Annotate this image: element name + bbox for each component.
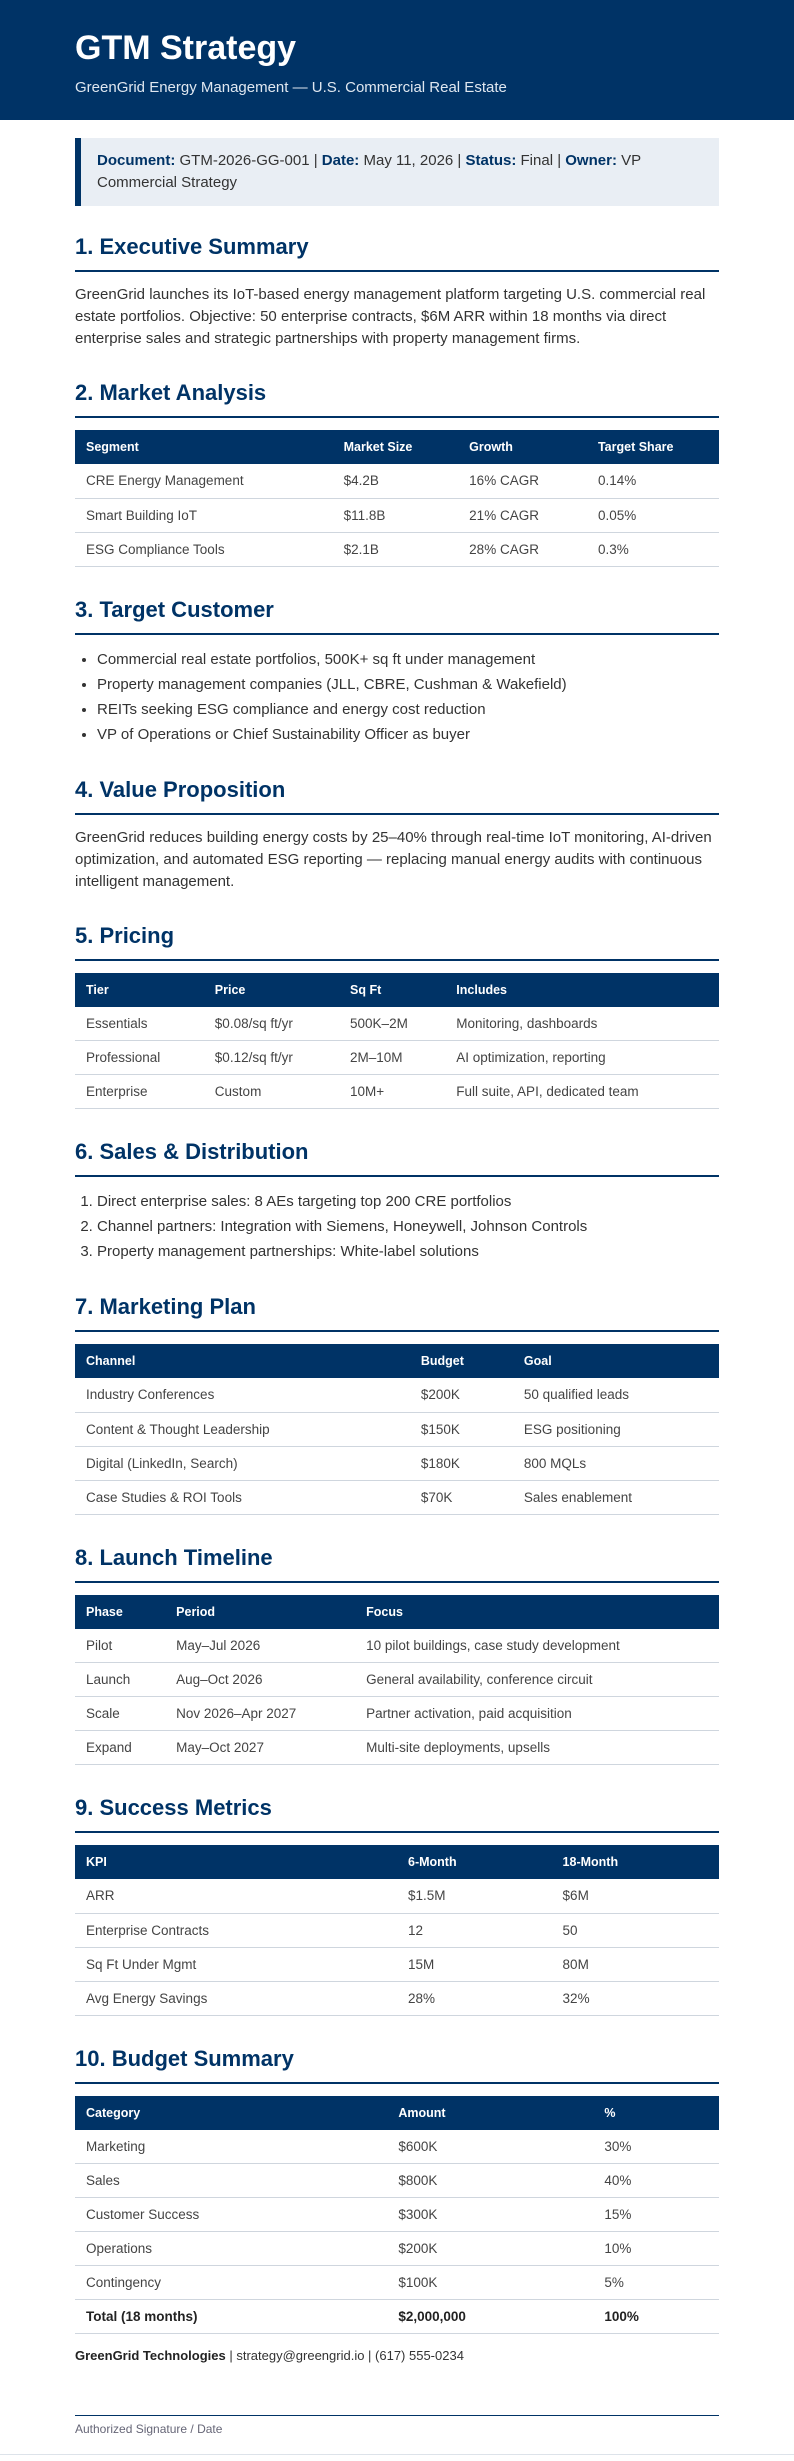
column-header: Budget xyxy=(410,1344,513,1378)
table-cell: 28% xyxy=(397,1981,552,2015)
target-customer-list xyxy=(75,647,719,747)
table-row xyxy=(75,1446,719,1480)
table-cell: $1.5M xyxy=(397,1879,552,1913)
meta-document-value: GTM-2026-GG-001 xyxy=(179,152,310,169)
table-cell: May–Jul 2026 xyxy=(165,1629,355,1663)
marketing-plan-table xyxy=(75,1344,719,1515)
table-cell: Nov 2026–Apr 2027 xyxy=(165,1697,355,1731)
executive-summary-text: GreenGrid launches its IoT-based energy management platform targeting U.S. commercial real estate portfolios. Objective: 50 enterprise contracts, $6M ARR within 18 months via direct enterprise sales and strategic partnerships with property management firms. xyxy=(75,286,706,347)
column-header: Includes xyxy=(445,973,719,1007)
value-proposition-text: GreenGrid reduces building energy costs by 25–40% through real-time IoT monitoring, AI-driven optimization, and automated ESG reporting — replacing manual energy audits with continuous intelligent management. xyxy=(75,828,712,890)
table-row xyxy=(75,2130,719,2164)
column-header: Channel xyxy=(75,1344,410,1378)
table-cell: $0.12/sq ft/yr xyxy=(204,1041,339,1075)
section-title: 5. Pricing xyxy=(75,923,719,961)
table-cell: $2,000,000 xyxy=(387,2300,593,2334)
table-cell: Smart Building IoT xyxy=(75,498,333,532)
column-header: 18-Month xyxy=(552,1845,719,1879)
table-cell: ESG Compliance Tools xyxy=(75,532,333,566)
column-header: % xyxy=(593,2096,719,2130)
table-cell: 5% xyxy=(593,2266,719,2300)
table-cell: 0.3% xyxy=(587,532,719,566)
table-cell: 32% xyxy=(552,1981,719,2015)
table-cell: 40% xyxy=(593,2164,719,2198)
section-title: 7. Marketing Plan xyxy=(75,1294,719,1332)
table-cell: 500K–2M xyxy=(339,1007,445,1041)
column-header: Target Share xyxy=(587,430,719,464)
table-row xyxy=(75,1480,719,1514)
column-header: Phase xyxy=(75,1595,165,1629)
table-cell: Sq Ft Under Mgmt xyxy=(75,1947,397,1981)
table-cell: 30% xyxy=(593,2130,719,2164)
meta-status-value: Final xyxy=(520,152,554,169)
column-header: Segment xyxy=(75,430,333,464)
table-cell: Essentials xyxy=(75,1007,204,1041)
section-title: 10. Budget Summary xyxy=(75,2046,719,2084)
table-cell: Full suite, API, dedicated team xyxy=(445,1075,719,1109)
section-title: 9. Success Metrics xyxy=(75,1795,719,1833)
page-subtitle: GreenGrid Energy Management — U.S. Commercial Real Estate xyxy=(75,79,507,96)
signature-line xyxy=(75,2415,719,2436)
table-cell: Sales enablement xyxy=(513,1480,719,1514)
executive-summary-section xyxy=(75,234,719,350)
table-cell: Pilot xyxy=(75,1629,165,1663)
list-item: 3. Property management partnerships: White-label solutions xyxy=(97,1239,719,1264)
list-item: • Property management companies (JLL, CBRE, Cushman & Wakefield) xyxy=(97,672,719,697)
section-title: 2. Market Analysis xyxy=(75,380,719,418)
table-cell: Contingency xyxy=(75,2266,387,2300)
column-header: Market Size xyxy=(333,430,459,464)
table-row xyxy=(75,498,719,532)
market-analysis-section xyxy=(75,380,719,567)
table-cell: $150K xyxy=(410,1412,513,1446)
launch-timeline-section xyxy=(75,1545,719,1766)
table-cell: Custom xyxy=(204,1075,339,1109)
column-header: Tier xyxy=(75,973,204,1007)
column-header: Sq Ft xyxy=(339,973,445,1007)
section-title: 1. Executive Summary xyxy=(75,234,719,272)
table-cell: $600K xyxy=(387,2130,593,2164)
column-header: Price xyxy=(204,973,339,1007)
pricing-table xyxy=(75,973,719,1110)
document-meta-box xyxy=(75,138,719,206)
table-cell: ARR xyxy=(75,1879,397,1913)
table-cell: 2M–10M xyxy=(339,1041,445,1075)
table-header-row xyxy=(75,430,719,464)
page-bottom-divider xyxy=(0,2454,794,2455)
table-cell: Digital (LinkedIn, Search) xyxy=(75,1446,410,1480)
signature-label: Authorized Signature / Date xyxy=(75,2422,223,2436)
meta-date-label: Date: xyxy=(321,152,360,169)
budget-summary-section xyxy=(75,2046,719,2335)
table-cell: 10 pilot buildings, case study development xyxy=(355,1629,719,1663)
table-cell: Aug–Oct 2026 xyxy=(165,1663,355,1697)
table-cell: 100% xyxy=(593,2300,719,2334)
table-cell: Avg Energy Savings xyxy=(75,1981,397,2015)
table-row xyxy=(75,1947,719,1981)
table-cell: $200K xyxy=(410,1378,513,1412)
table-cell: $11.8B xyxy=(333,498,459,532)
market-analysis-table xyxy=(75,430,719,567)
table-cell: Launch xyxy=(75,1663,165,1697)
table-cell: 50 qualified leads xyxy=(513,1378,719,1412)
table-cell: Case Studies & ROI Tools xyxy=(75,1480,410,1514)
list-item: • Commercial real estate portfolios, 500K+ sq ft under management xyxy=(97,647,719,672)
table-row xyxy=(75,532,719,566)
column-header: KPI xyxy=(75,1845,397,1879)
value-proposition-section xyxy=(75,777,719,893)
table-cell: Content & Thought Leadership xyxy=(75,1412,410,1446)
table-cell: $100K xyxy=(387,2266,593,2300)
table-cell: $300K xyxy=(387,2198,593,2232)
table-cell: $800K xyxy=(387,2164,593,2198)
table-cell: 12 xyxy=(397,1913,552,1947)
sales-distribution-list xyxy=(75,1189,719,1264)
table-total-row xyxy=(75,2300,719,2334)
table-cell: 10M+ xyxy=(339,1075,445,1109)
table-cell: ESG positioning xyxy=(513,1412,719,1446)
footer-company: GreenGrid Technologies xyxy=(75,2348,226,2363)
table-cell: 80M xyxy=(552,1947,719,1981)
table-cell: Multi-site deployments, upsells xyxy=(355,1731,719,1765)
table-cell: Scale xyxy=(75,1697,165,1731)
target-customer-section xyxy=(75,597,719,747)
column-header: Growth xyxy=(458,430,587,464)
table-row xyxy=(75,1007,719,1041)
table-cell: AI optimization, reporting xyxy=(445,1041,719,1075)
table-header-row xyxy=(75,1845,719,1879)
footer-contact: | strategy@greengrid.io | (617) 555-0234 xyxy=(225,2348,464,2363)
table-row xyxy=(75,2232,719,2266)
budget-summary-table xyxy=(75,2096,719,2335)
marketing-plan-section xyxy=(75,1294,719,1515)
table-row xyxy=(75,2266,719,2300)
table-cell: CRE Energy Management xyxy=(75,464,333,498)
page-header xyxy=(0,0,794,120)
table-row xyxy=(75,1913,719,1947)
meta-document-label: Document: xyxy=(97,152,176,169)
table-cell: Expand xyxy=(75,1731,165,1765)
document-body xyxy=(0,120,794,2436)
table-cell: 800 MQLs xyxy=(513,1446,719,1480)
table-cell: $4.2B xyxy=(333,464,459,498)
table-cell: May–Oct 2027 xyxy=(165,1731,355,1765)
section-title: 6. Sales & Distribution xyxy=(75,1139,719,1177)
table-cell: 15% xyxy=(593,2198,719,2232)
meta-date-value: May 11, 2026 xyxy=(363,152,454,169)
pricing-section xyxy=(75,923,719,1110)
table-cell: $70K xyxy=(410,1480,513,1514)
sales-distribution-section xyxy=(75,1139,719,1264)
document-footer xyxy=(75,2348,719,2363)
table-cell: 28% CAGR xyxy=(458,532,587,566)
table-header-row xyxy=(75,1344,719,1378)
table-cell: 0.14% xyxy=(587,464,719,498)
table-cell: Partner activation, paid acquisition xyxy=(355,1697,719,1731)
table-cell: Professional xyxy=(75,1041,204,1075)
table-row xyxy=(75,2198,719,2232)
list-item: • REITs seeking ESG compliance and energy cost reduction xyxy=(97,697,719,722)
table-row xyxy=(75,1731,719,1765)
column-header: Category xyxy=(75,2096,387,2130)
section-title: 4. Value Proposition xyxy=(75,777,719,815)
meta-owner-value: VP Commercial Strategy xyxy=(97,152,641,191)
meta-owner-label: Owner: xyxy=(565,152,617,169)
table-cell: Industry Conferences xyxy=(75,1378,410,1412)
column-header: Focus xyxy=(355,1595,719,1629)
page-title: GTM Strategy xyxy=(75,29,297,67)
table-cell: 15M xyxy=(397,1947,552,1981)
meta-separator: | xyxy=(453,152,466,169)
column-header: Amount xyxy=(387,2096,593,2130)
table-cell: 16% CAGR xyxy=(458,464,587,498)
table-cell: 0.05% xyxy=(587,498,719,532)
section-title: 8. Launch Timeline xyxy=(75,1545,719,1583)
table-header-row xyxy=(75,2096,719,2130)
table-cell: Enterprise xyxy=(75,1075,204,1109)
meta-separator: | xyxy=(309,152,322,169)
list-item: • VP of Operations or Chief Sustainability Officer as buyer xyxy=(97,722,719,747)
table-cell: 10% xyxy=(593,2232,719,2266)
table-header-row xyxy=(75,973,719,1007)
meta-separator: | xyxy=(553,152,566,169)
table-row xyxy=(75,1412,719,1446)
table-row xyxy=(75,1981,719,2015)
table-cell: 21% CAGR xyxy=(458,498,587,532)
column-header: 6-Month xyxy=(397,1845,552,1879)
table-cell: Operations xyxy=(75,2232,387,2266)
table-cell: Total (18 months) xyxy=(75,2300,387,2334)
table-cell: Monitoring, dashboards xyxy=(445,1007,719,1041)
table-cell: $180K xyxy=(410,1446,513,1480)
table-row xyxy=(75,1378,719,1412)
table-row xyxy=(75,1041,719,1075)
table-row xyxy=(75,2164,719,2198)
table-row xyxy=(75,1663,719,1697)
table-row xyxy=(75,1879,719,1913)
table-cell: $6M xyxy=(552,1879,719,1913)
table-cell: Sales xyxy=(75,2164,387,2198)
table-cell: Marketing xyxy=(75,2130,387,2164)
list-item: 2. Channel partners: Integration with Siemens, Honeywell, Johnson Controls xyxy=(97,1214,719,1239)
table-row xyxy=(75,1629,719,1663)
column-header: Period xyxy=(165,1595,355,1629)
table-row xyxy=(75,1075,719,1109)
success-metrics-section xyxy=(75,1795,719,2016)
table-cell: Customer Success xyxy=(75,2198,387,2232)
table-row xyxy=(75,1697,719,1731)
table-cell: $200K xyxy=(387,2232,593,2266)
list-item: 1. Direct enterprise sales: 8 AEs targeting top 200 CRE portfolios xyxy=(97,1189,719,1214)
success-metrics-table xyxy=(75,1845,719,2016)
table-cell: $0.08/sq ft/yr xyxy=(204,1007,339,1041)
launch-timeline-table xyxy=(75,1595,719,1766)
section-title: 3. Target Customer xyxy=(75,597,719,635)
table-cell: General availability, conference circuit xyxy=(355,1663,719,1697)
table-cell: $2.1B xyxy=(333,532,459,566)
column-header: Goal xyxy=(513,1344,719,1378)
table-row xyxy=(75,464,719,498)
table-cell: Enterprise Contracts xyxy=(75,1913,397,1947)
table-header-row xyxy=(75,1595,719,1629)
table-cell: 50 xyxy=(552,1913,719,1947)
meta-status-label: Status: xyxy=(465,152,517,169)
